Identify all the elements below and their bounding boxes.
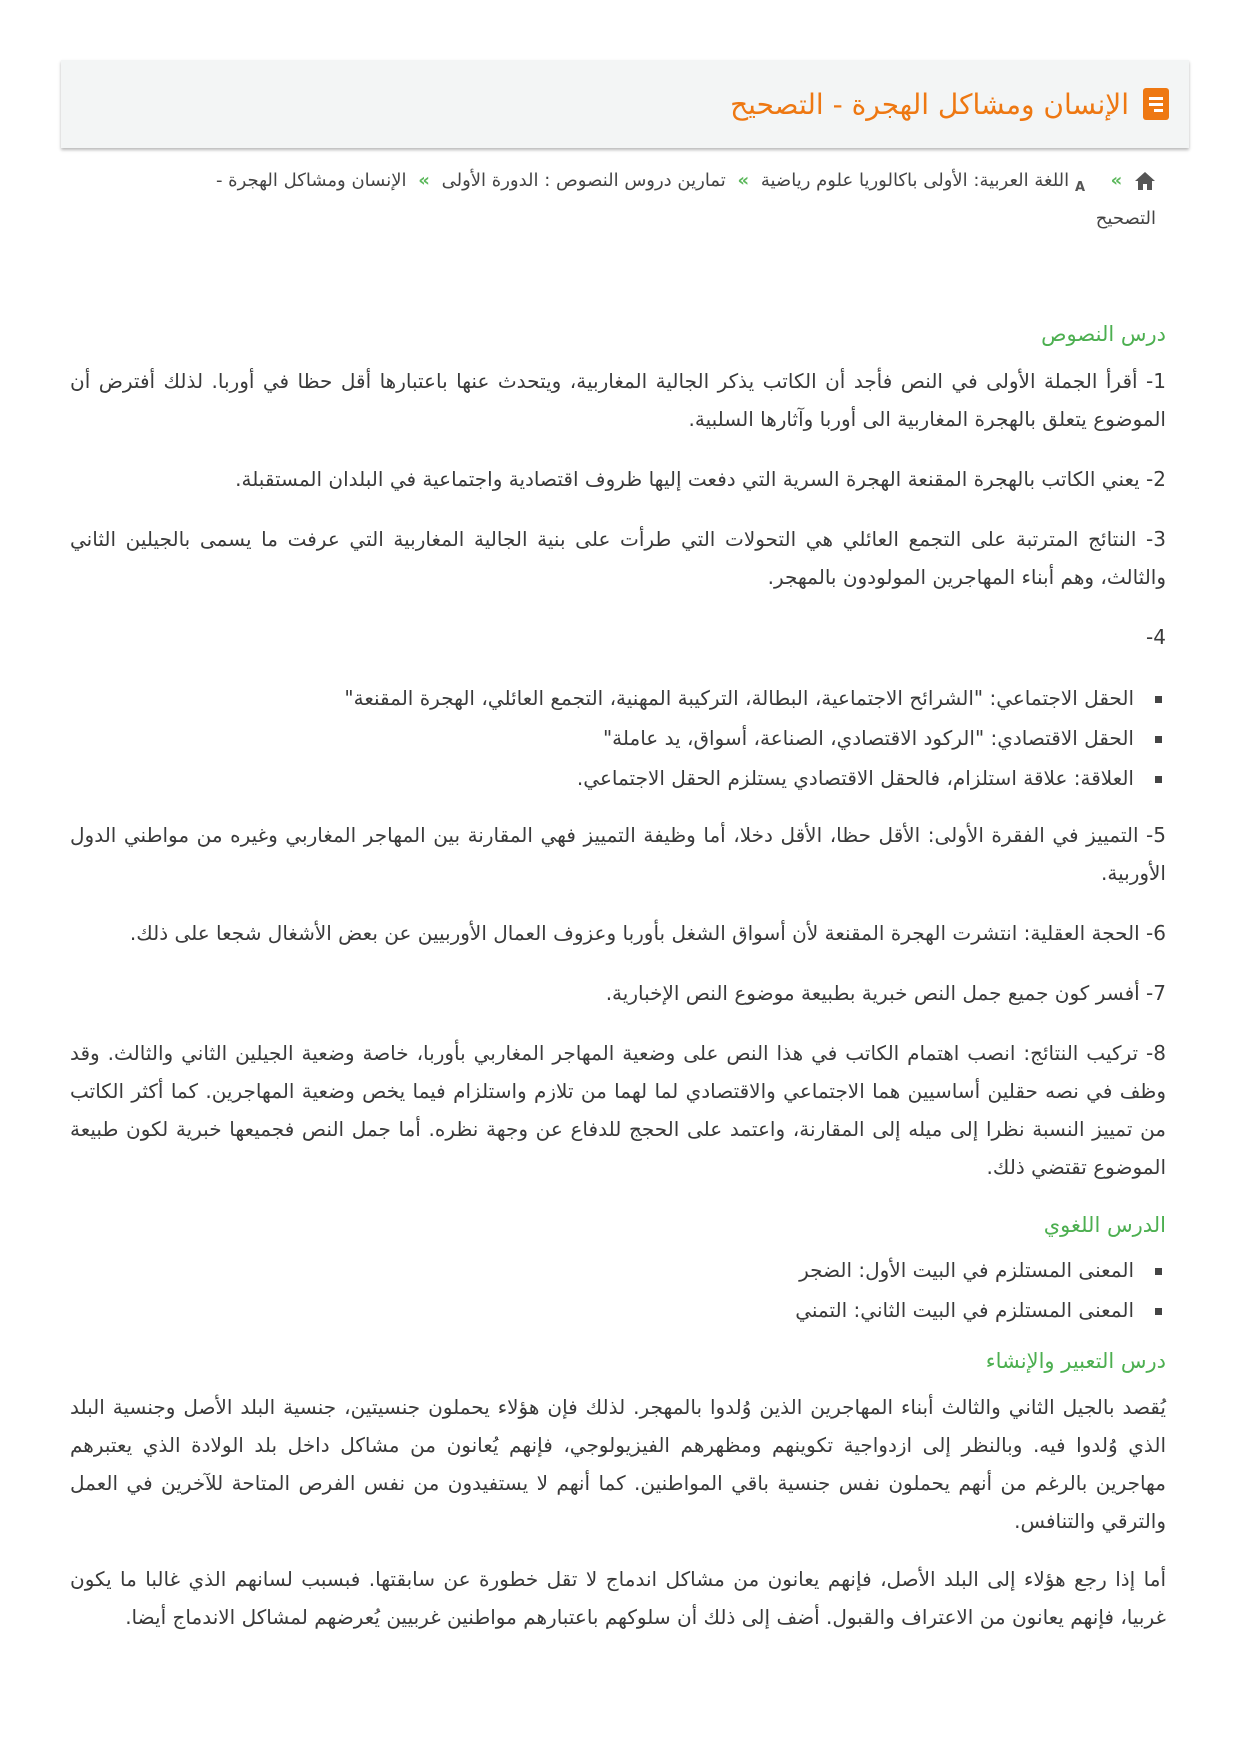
list-item: المعنى المستلزم في البيت الثاني: التمني [70,1290,1134,1330]
answer-5: 5- التمييز في الفقرة الأولى: الأقل حظا، الأقل دخلا، أما وظيفة التمييز فهي المقارنة بين المهاجر المغاربي وغيره من مواطني الدول الأوربية. [70,823,1166,885]
breadcrumb-item-current: الإنسان ومشاكل الهجرة - التصحيح [215,170,1156,229]
translate-icon [1075,170,1099,192]
breadcrumb [156,162,1156,238]
section-heading-language: الدرس اللغوي [1043,1213,1166,1237]
answer-4: 4- [1146,625,1166,649]
list-item: الحقل الاجتماعي: "الشرائح الاجتماعية، البطالة، التركيبة المهنية، التجمع العائلي، الهجرة المقنعة" [70,678,1134,718]
section-heading-texts: درس النصوص [1041,322,1166,346]
list-item: المعنى المستلزم في البيت الأول: الضجر [70,1250,1134,1290]
section-heading-expression: درس التعبير والإنشاء [985,1349,1166,1373]
answer-6: 6- الحجة العقلية: انتشرت الهجرة المقنعة لأن أسواق الشغل بأوربا وعزوف العمال الأوربيين عن بعض الأشغال شجعا على ذلك. [129,921,1166,945]
breadcrumb-separator: » [737,170,750,191]
svg-text:A: A [1074,180,1085,192]
answer-8: 8- تركيب النتائج: انصب اهتمام الكاتب في هذا النص على وضعية المهاجر المغاربي بأوربا، خاصة وضعية الجيلين الثاني والثالث. وقد وظف في نصه حقلين أساسيين هما الاجتماعي والاقتصادي لما لهما من تلازم واستلزام فيما يخص وضعية المهاجرين. كما أكثر الكاتب من تمييز النسبة نظرا إلى ميله إلى المقارنة، واعتمد على الحجج للدفاع عن وجهة نظره. أما جمل النص فجميعها خبرية لكون طبيعة الموضوع تقتضي ذلك. [70,1041,1166,1179]
breadcrumb-item-subject[interactable]: اللغة العربية: الأولى باكالوريا علوم رياضية [760,170,1070,191]
answer-1: 1- أقرأ الجملة الأولى في النص فأجد أن الكاتب يذكر الجالية المغاربية، ويتحدث عنها باعتبارها أقل حظا في أوربا. لذلك أفترض أن الموضوع يتعلق بالهجرة المغاربية الى أوربا وآثارها السلبية. [70,369,1166,431]
answer-2: 2- يعني الكاتب بالهجرة المقنعة الهجرة السرية التي دفعت إليها ظروف اقتصادية واجتماعية في البلدان المستقبلة. [235,467,1166,491]
page-title: الإنسان ومشاكل الهجرة - التصحيح [730,87,1129,121]
breadcrumb-separator: » [1110,170,1123,191]
answer-4-list [70,678,1166,798]
breadcrumb-separator: » [418,170,430,191]
document-icon [1143,88,1169,120]
list-item: العلاقة: علاقة استلزام، فالحقل الاقتصادي يستلزم الحقل الاجتماعي. [70,758,1134,798]
expression-paragraph-1: يُقصد بالجيل الثاني والثالث أبناء المهاجرين الذين وُلدوا بالمهجر. لذلك فإن هؤلاء يحملون جنسيتين، جنسية البلد الأصل وجنسية البلد الذي وُلدوا فيه. وبالنظر إلى ازدواجية تكوينهم ومظهرهم الفيزيولوجي، فإنهم يُعانون من مشاكل داخل بلد الولادة الذي يعتبرهم مهاجرين بالرغم من أنهم يحملون نفس جنسية باقي المواطنين. كما أنهم لا يستفيدون من نفس الفرص المتاحة للآخرين في العمل والترقي والتنافس. [70,1395,1166,1533]
title-bar [61,60,1189,148]
list-item: الحقل الاقتصادي: "الركود الاقتصادي، الصناعة، أسواق، يد عاملة" [70,718,1134,758]
expression-paragraph-2: أما إذا رجع هؤلاء إلى البلد الأصل، فإنهم يعانون من مشاكل اندماج لا تقل خطورة عن سابقتها. فبسبب لسانهم الذي غالبا ما يكون غربيا، فإنهم يعانون من الاعتراف والقبول. أضف إلى ذلك أن سلوكهم باعتبارهم مواطنين غربيين يُعرضهم لمشاكل الاندماج أيضا. [70,1567,1166,1629]
article-content [70,315,1166,1636]
answer-7: 7- أفسر كون جميع جمل النص خبرية بطبيعة موضوع النص الإخبارية. [605,981,1166,1005]
breadcrumb-item-exercises[interactable]: تمارين دروس النصوص : الدورة الأولى [441,170,726,191]
answer-3: 3- النتائج المترتبة على التجمع العائلي هي التحولات التي طرأت على بنية الجالية المغاربية التي عرفت ما يسمى بالجيلين الثاني والثالث، وهم أبناء المهاجرين المولودون بالمهجر. [70,527,1166,589]
language-list [70,1250,1166,1330]
home-icon[interactable] [1134,171,1156,191]
